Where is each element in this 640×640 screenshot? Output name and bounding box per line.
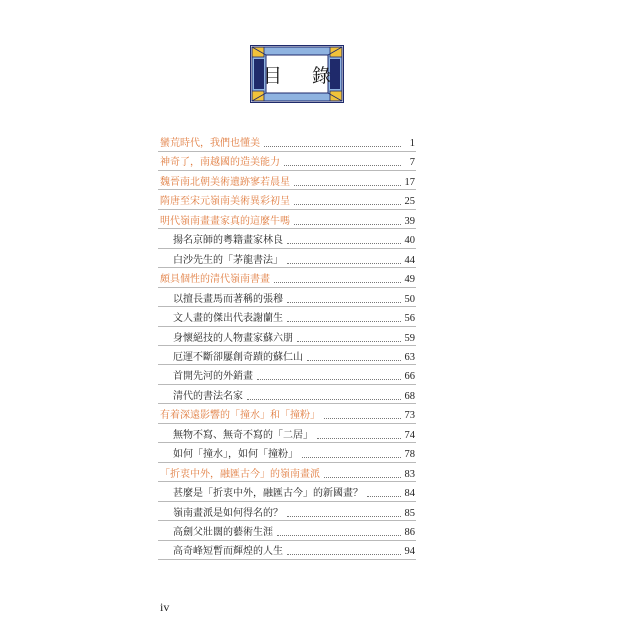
page-number: iv <box>160 600 170 614</box>
toc-entry-page: 7 <box>409 157 415 169</box>
toc-entry-label: 高劍父壯闊的藝術生涯 <box>173 527 273 538</box>
toc-entry-page: 59 <box>404 332 415 344</box>
toc-section-entry <box>173 424 415 442</box>
toc-entry-page: 17 <box>404 176 415 188</box>
toc-dot-leader <box>317 438 401 439</box>
toc-entry-label: 頗具個性的清代嶺南書畫 <box>160 274 270 286</box>
toc-section-entry <box>173 443 415 461</box>
toc-dot-leader <box>287 554 401 555</box>
toc-dot-leader <box>264 146 401 147</box>
toc-entry-page: 39 <box>404 215 415 227</box>
toc-chapter-entry <box>160 132 415 150</box>
toc-dot-leader <box>302 457 401 458</box>
toc-chapter-entry <box>160 190 415 208</box>
toc-section-entry <box>173 482 415 500</box>
toc-entry-label: 魏晉南北朝美術遺跡寥若晨星 <box>160 176 290 188</box>
toc-entry-page: 74 <box>404 429 415 441</box>
toc-dot-leader <box>287 243 401 244</box>
toc-entry-label: 身懷絕技的人物畫家蘇六朋 <box>173 332 293 344</box>
toc-entry-label: 隋唐至宋元嶺南美術異彩初呈 <box>160 196 290 208</box>
toc-entry-label: 有着深遠影響的「撞水」和「撞粉」 <box>160 410 320 422</box>
toc-entry-page: 25 <box>404 196 415 208</box>
toc-entry-label: 白沙先生的「茅龍書法」 <box>173 254 283 266</box>
toc-dot-leader <box>297 341 401 342</box>
toc-chapter-entry <box>160 171 415 189</box>
toc-entry-page: 49 <box>404 274 415 286</box>
toc-chapter-entry <box>160 404 415 422</box>
toc-entry-label: 甚麼是「折衷中外，融匯古今」的新國畫？ <box>173 488 363 500</box>
toc-dot-leader <box>287 263 401 264</box>
toc-dot-leader <box>284 165 401 166</box>
toc-section-entry <box>173 385 415 403</box>
toc-section-entry <box>173 307 415 325</box>
toc-dot-leader <box>274 282 401 283</box>
toc-section-entry <box>173 540 415 558</box>
toc-section-entry <box>173 502 415 520</box>
toc-dot-leader <box>307 360 401 361</box>
toc-dot-leader <box>287 516 401 517</box>
toc-chapter-entry <box>160 210 415 228</box>
toc-entry-page: 86 <box>404 527 415 538</box>
toc-entry-label: 無物不寫、無奇不寫的「二居」 <box>173 429 313 441</box>
toc-entry-label: 厄運不斷卻屢創奇蹟的蘇仁山 <box>173 351 303 363</box>
toc-section-entry <box>173 365 415 383</box>
toc-divider <box>158 559 416 560</box>
toc-section-entry <box>173 288 415 306</box>
toc-dot-leader <box>287 302 401 303</box>
toc-dot-leader <box>287 321 401 322</box>
toc-dot-leader <box>324 477 401 478</box>
toc-entry-page: 66 <box>404 371 415 383</box>
toc-entry-label: 「折衷中外，融匯古今」的嶺南畫派 <box>160 468 320 480</box>
toc-entry-page: 40 <box>404 235 415 247</box>
toc-entry-label: 文人畫的傑出代表謝蘭生 <box>173 313 283 325</box>
toc-section-entry <box>173 327 415 345</box>
toc-entry-label: 神奇了，南越國的造美能力 <box>160 157 280 169</box>
toc-dot-leader <box>294 224 401 225</box>
toc-entry-page: 73 <box>404 410 415 422</box>
toc-entry-label: 如何「撞水」，如何「撞粉」 <box>173 449 298 461</box>
toc-title: 目 錄 <box>262 64 344 87</box>
toc-chapter-entry <box>160 151 415 169</box>
toc-dot-leader <box>367 496 401 497</box>
toc-section-entry <box>173 521 415 539</box>
toc-entry-label: 首開先河的外銷畫 <box>173 371 253 383</box>
toc-section-entry <box>173 249 415 267</box>
toc-dot-leader <box>294 185 401 186</box>
toc-dot-leader <box>247 399 401 400</box>
toc-entry-page: 68 <box>404 390 415 402</box>
toc-entry-page: 94 <box>404 546 415 558</box>
toc-dot-leader <box>294 204 401 205</box>
toc-entry-page: 83 <box>404 468 415 480</box>
toc-entry-page: 44 <box>404 254 415 266</box>
toc-entry-page: 78 <box>404 449 415 461</box>
toc-entry-label: 蠻荒時代，我們也懂美 <box>160 138 260 149</box>
toc-entry-label: 以擅長畫馬而著稱的張穆 <box>173 293 283 305</box>
toc-section-entry <box>173 346 415 364</box>
toc-entry-page: 84 <box>404 488 415 500</box>
toc-section-entry <box>173 229 415 247</box>
toc-entry-label: 高奇峰短暫而輝煌的人生 <box>173 546 283 558</box>
toc-entry-label: 明代嶺南畫畫家真的這麼牛嗎 <box>160 215 290 227</box>
toc-entry-page: 85 <box>404 507 415 519</box>
toc-chapter-entry <box>160 268 415 286</box>
toc-entry-page: 1 <box>409 138 415 149</box>
toc-dot-leader <box>277 535 401 536</box>
toc-entry-label: 揚名京師的粵籍畫家林良 <box>173 235 283 247</box>
toc-dot-leader <box>324 418 401 419</box>
toc-dot-leader <box>257 379 401 380</box>
toc-entry-label: 清代的書法名家 <box>173 390 243 402</box>
toc-chapter-entry <box>160 463 415 481</box>
toc-entry-label: 嶺南畫派是如何得名的？ <box>173 507 283 519</box>
toc-entry-page: 56 <box>404 313 415 325</box>
toc-entry-page: 50 <box>404 293 415 305</box>
toc-entry-page: 63 <box>404 351 415 363</box>
